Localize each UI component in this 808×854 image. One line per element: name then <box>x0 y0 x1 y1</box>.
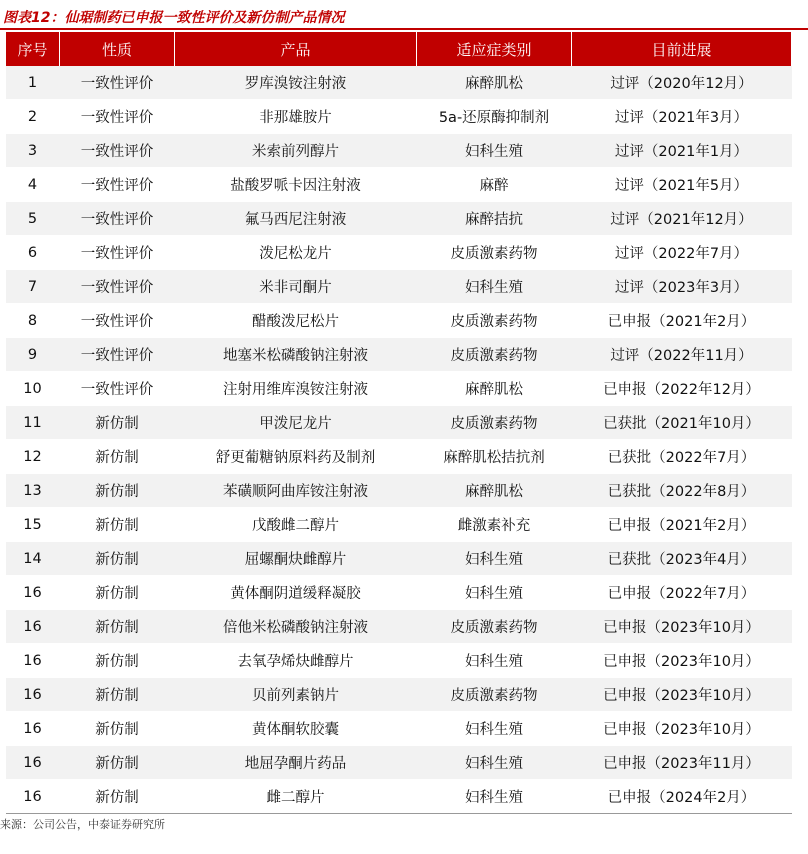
cell-progress: 过评（2022年7月） <box>572 236 792 270</box>
table-row <box>6 66 792 100</box>
table-row <box>6 372 792 406</box>
cell-indication: 妇科生殖 <box>417 576 572 610</box>
cell-type: 一致性评价 <box>60 134 175 168</box>
cell-type: 新仿制 <box>60 644 175 678</box>
cell-type: 新仿制 <box>60 610 175 644</box>
cell-index: 16 <box>6 712 60 746</box>
cell-progress: 过评（2021年5月） <box>572 168 792 202</box>
cell-type: 一致性评价 <box>60 236 175 270</box>
cell-type: 新仿制 <box>60 508 175 542</box>
cell-indication: 皮质激素药物 <box>417 678 572 712</box>
cell-index: 12 <box>6 440 60 474</box>
cell-index: 16 <box>6 746 60 780</box>
cell-index: 5 <box>6 202 60 236</box>
table-row <box>6 168 792 202</box>
cell-type: 新仿制 <box>60 542 175 576</box>
cell-product: 非那雄胺片 <box>175 100 417 134</box>
product-table <box>5 32 792 814</box>
cell-type: 一致性评价 <box>60 66 175 100</box>
cell-index: 6 <box>6 236 60 270</box>
table-row <box>6 576 792 610</box>
cell-index: 15 <box>6 508 60 542</box>
cell-index: 4 <box>6 168 60 202</box>
header-progress: 目前进展 <box>572 32 792 66</box>
cell-progress: 已申报（2022年12月） <box>572 372 792 406</box>
cell-progress: 过评（2021年1月） <box>572 134 792 168</box>
cell-product: 米非司酮片 <box>175 270 417 304</box>
cell-indication: 麻醉肌松拮抗剂 <box>417 440 572 474</box>
cell-index: 9 <box>6 338 60 372</box>
cell-progress: 已申报（2023年10月） <box>572 712 792 746</box>
cell-type: 新仿制 <box>60 712 175 746</box>
cell-product: 泼尼松龙片 <box>175 236 417 270</box>
cell-progress: 过评（2020年12月） <box>572 66 792 100</box>
cell-progress: 已获批（2021年10月） <box>572 406 792 440</box>
cell-type: 一致性评价 <box>60 270 175 304</box>
cell-product: 舒更葡糖钠原料药及制剂 <box>175 440 417 474</box>
table-row <box>6 780 792 814</box>
cell-progress: 已申报（2023年10月） <box>572 678 792 712</box>
table-row <box>6 678 792 712</box>
cell-progress: 已申报（2023年11月） <box>572 746 792 780</box>
cell-product: 米索前列醇片 <box>175 134 417 168</box>
cell-product: 盐酸罗哌卡因注射液 <box>175 168 417 202</box>
cell-indication: 妇科生殖 <box>417 134 572 168</box>
cell-index: 14 <box>6 542 60 576</box>
cell-product: 戊酸雌二醇片 <box>175 508 417 542</box>
cell-product: 苯磺顺阿曲库铵注射液 <box>175 474 417 508</box>
cell-index: 10 <box>6 372 60 406</box>
cell-indication: 5a-还原酶抑制剂 <box>417 100 572 134</box>
cell-type: 新仿制 <box>60 440 175 474</box>
cell-progress: 已申报（2023年10月） <box>572 644 792 678</box>
cell-indication: 妇科生殖 <box>417 644 572 678</box>
cell-product: 倍他米松磷酸钠注射液 <box>175 610 417 644</box>
cell-type: 一致性评价 <box>60 100 175 134</box>
cell-index: 7 <box>6 270 60 304</box>
cell-indication: 皮质激素药物 <box>417 304 572 338</box>
cell-indication: 麻醉拮抗 <box>417 202 572 236</box>
cell-index: 8 <box>6 304 60 338</box>
cell-progress: 已申报（2021年2月） <box>572 304 792 338</box>
cell-product: 注射用维库溴铵注射液 <box>175 372 417 406</box>
cell-type: 新仿制 <box>60 780 175 814</box>
table-row <box>6 202 792 236</box>
table-row <box>6 610 792 644</box>
cell-progress: 过评（2021年12月） <box>572 202 792 236</box>
cell-indication: 妇科生殖 <box>417 746 572 780</box>
cell-index: 3 <box>6 134 60 168</box>
table-row <box>6 406 792 440</box>
cell-progress: 已获批（2022年7月） <box>572 440 792 474</box>
chart-title-bar <box>0 0 808 30</box>
table-header-row <box>6 32 792 66</box>
cell-index: 1 <box>6 66 60 100</box>
cell-progress: 过评（2022年11月） <box>572 338 792 372</box>
cell-type: 新仿制 <box>60 678 175 712</box>
cell-progress: 过评（2021年3月） <box>572 100 792 134</box>
cell-progress: 已申报（2022年7月） <box>572 576 792 610</box>
chart-title: 图表12：仙琚制药已申报一致性评价及新仿制产品情况 <box>3 10 345 26</box>
cell-indication: 雌激素补充 <box>417 508 572 542</box>
table-row <box>6 474 792 508</box>
cell-product: 黄体酮软胶囊 <box>175 712 417 746</box>
table-row <box>6 508 792 542</box>
cell-product: 黄体酮阴道缓释凝胶 <box>175 576 417 610</box>
cell-progress: 过评（2023年3月） <box>572 270 792 304</box>
table-row <box>6 304 792 338</box>
cell-product: 氟马西尼注射液 <box>175 202 417 236</box>
table-body <box>6 66 792 814</box>
cell-index: 16 <box>6 678 60 712</box>
table-row <box>6 270 792 304</box>
cell-index: 13 <box>6 474 60 508</box>
cell-progress: 已获批（2023年4月） <box>572 542 792 576</box>
header-product: 产品 <box>175 32 417 66</box>
cell-indication: 妇科生殖 <box>417 542 572 576</box>
table-row <box>6 100 792 134</box>
cell-type: 一致性评价 <box>60 372 175 406</box>
cell-type: 一致性评价 <box>60 168 175 202</box>
header-index: 序号 <box>6 32 60 66</box>
cell-indication: 麻醉肌松 <box>417 372 572 406</box>
header-type: 性质 <box>60 32 175 66</box>
cell-type: 一致性评价 <box>60 338 175 372</box>
cell-type: 一致性评价 <box>60 202 175 236</box>
table-row <box>6 746 792 780</box>
cell-type: 新仿制 <box>60 746 175 780</box>
cell-indication: 皮质激素药物 <box>417 610 572 644</box>
cell-indication: 皮质激素药物 <box>417 236 572 270</box>
cell-product: 地屈孕酮片药品 <box>175 746 417 780</box>
cell-index: 16 <box>6 644 60 678</box>
table-row <box>6 440 792 474</box>
table-row <box>6 542 792 576</box>
cell-product: 甲泼尼龙片 <box>175 406 417 440</box>
header-indication: 适应症类别 <box>417 32 572 66</box>
cell-indication: 麻醉肌松 <box>417 66 572 100</box>
cell-index: 16 <box>6 610 60 644</box>
cell-indication: 皮质激素药物 <box>417 338 572 372</box>
cell-indication: 妇科生殖 <box>417 780 572 814</box>
cell-product: 去氧孕烯炔雌醇片 <box>175 644 417 678</box>
table-row <box>6 134 792 168</box>
table-row <box>6 644 792 678</box>
cell-progress: 已申报（2023年10月） <box>572 610 792 644</box>
table-row <box>6 236 792 270</box>
cell-type: 一致性评价 <box>60 304 175 338</box>
cell-type: 新仿制 <box>60 474 175 508</box>
cell-progress: 已获批（2022年8月） <box>572 474 792 508</box>
cell-product: 雌二醇片 <box>175 780 417 814</box>
cell-product: 醋酸泼尼松片 <box>175 304 417 338</box>
cell-indication: 妇科生殖 <box>417 270 572 304</box>
cell-index: 16 <box>6 780 60 814</box>
cell-indication: 麻醉肌松 <box>417 474 572 508</box>
cell-product: 罗库溴铵注射液 <box>175 66 417 100</box>
cell-product: 地塞米松磷酸钠注射液 <box>175 338 417 372</box>
cell-product: 屈螺酮炔雌醇片 <box>175 542 417 576</box>
cell-index: 2 <box>6 100 60 134</box>
cell-type: 新仿制 <box>60 576 175 610</box>
cell-indication: 妇科生殖 <box>417 712 572 746</box>
cell-indication: 皮质激素药物 <box>417 406 572 440</box>
source-note: 来源：公司公告，中泰证券研究所 <box>0 818 165 831</box>
table-row <box>6 338 792 372</box>
cell-type: 新仿制 <box>60 406 175 440</box>
cell-product: 贝前列素钠片 <box>175 678 417 712</box>
cell-progress: 已申报（2021年2月） <box>572 508 792 542</box>
table-row <box>6 712 792 746</box>
cell-index: 11 <box>6 406 60 440</box>
cell-progress: 已申报（2024年2月） <box>572 780 792 814</box>
cell-indication: 麻醉 <box>417 168 572 202</box>
cell-index: 16 <box>6 576 60 610</box>
